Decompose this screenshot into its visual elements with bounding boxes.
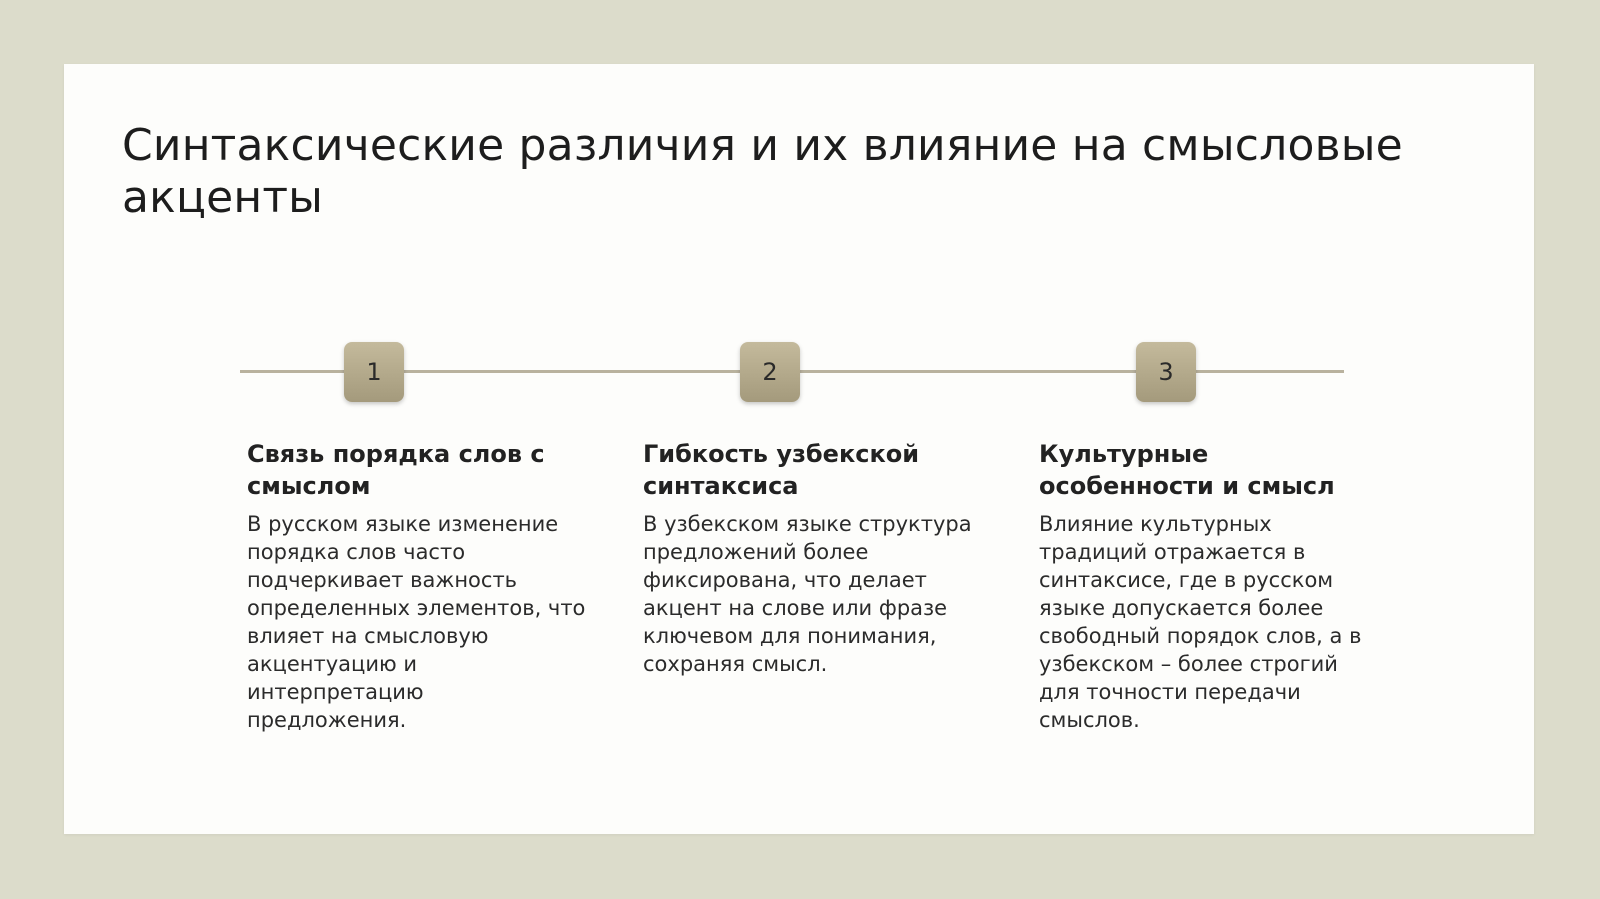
step-3 [1039, 438, 1379, 734]
step-badge-3: 3 [1136, 342, 1196, 402]
step-2 [643, 438, 983, 678]
step-description: Влияние культурных традиций отражается в синтаксисе, где в русском языке допускается более свободный порядок слов, а в узбекском – более строгий для точности передачи смыслов. [1039, 512, 1362, 732]
step-1 [247, 438, 587, 734]
step-title: Связь порядка слов с смыслом [247, 440, 545, 500]
step-description: В русском языке изменение порядка слов часто подчеркивает важность определенных элементов, что влияет на смысловую акцентуацию и интерпретацию предложения. [247, 512, 586, 732]
step-title: Гибкость узбекской синтаксиса [643, 440, 920, 500]
slide-title: Синтаксические различия и их влияние на смысловые акценты [122, 120, 1403, 223]
step-description: В узбекском языке структура предложений более фиксирована, что делает акцент на слове или фразе ключевом для понимания, сохраняя смысл. [643, 512, 972, 676]
step-badge-2: 2 [740, 342, 800, 402]
slide [64, 64, 1534, 834]
step-title: Культурные особенности и смысл [1039, 440, 1335, 500]
step-badge-1: 1 [344, 342, 404, 402]
